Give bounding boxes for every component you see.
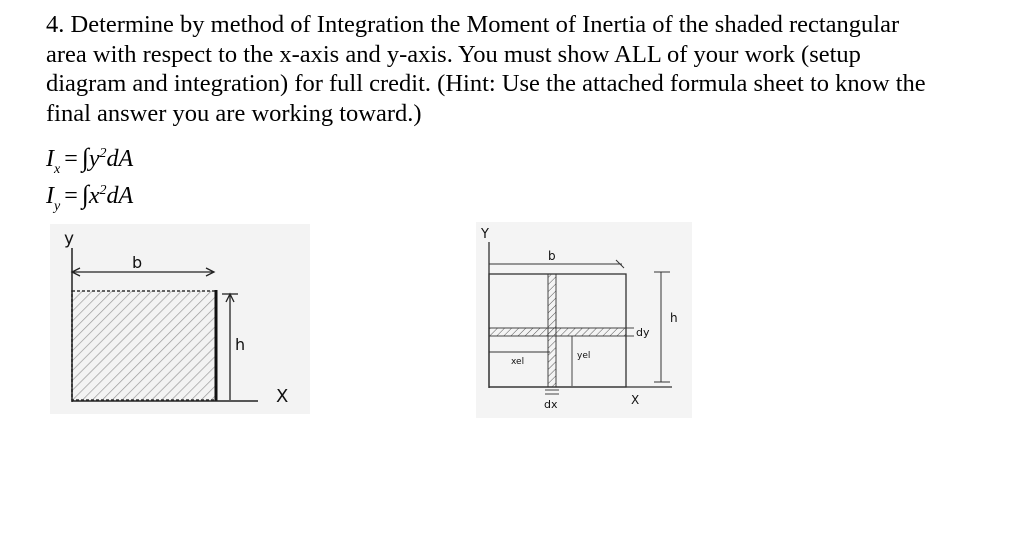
shaded-area	[72, 291, 216, 400]
formula-ix	[46, 143, 134, 177]
b-label: b	[548, 249, 556, 263]
shaded-rectangle-drawing	[50, 224, 310, 414]
formula-ix-symbol: I	[46, 146, 54, 172]
shaded-rectangle-figure	[50, 224, 310, 414]
problem-line-4: final answer you are working toward.)	[46, 99, 422, 127]
formula-iy-symbol: I	[46, 183, 54, 209]
problem-line-1: 4. Determine by method of Integration the Moment of Inertia of the shaded rectangular	[46, 11, 900, 38]
paper-background	[476, 222, 692, 418]
formula-iy-power: 2	[99, 183, 107, 198]
formula-iy	[46, 180, 134, 214]
formula-iy-integral-sign: ∫	[81, 180, 89, 209]
formula-iy-variable: x	[88, 183, 100, 209]
problem-statement	[46, 10, 1006, 128]
formula-iy-subscript: y	[54, 199, 61, 214]
formula-ix-integral-sign: ∫	[81, 143, 89, 172]
problem-line-2: area with respect to the x-axis and y-axis. You must show ALL of your work (setup	[46, 40, 861, 68]
b-label: b	[132, 253, 143, 272]
horizontal-strip-dy	[489, 328, 626, 336]
formula-iy-da: dA	[106, 183, 134, 209]
formula-ix-subscript: x	[54, 162, 61, 177]
problem-line-3: diagram and integration) for full credit. (Hint: Use the attached formula sheet to know the	[46, 70, 926, 97]
xel-label: xel	[511, 357, 525, 367]
integration-setup-figure	[476, 222, 692, 418]
formula-ix-da: dA	[106, 146, 134, 172]
formula-ix-variable: y	[88, 146, 100, 172]
formula-iy-equals: =	[64, 183, 78, 209]
y-axis-label: Y	[481, 227, 489, 242]
integration-setup-drawing	[476, 222, 692, 418]
y-axis-label: y	[64, 229, 75, 249]
x-axis-label: X	[276, 386, 289, 407]
formula-ix-equals: =	[64, 146, 78, 172]
x-axis-label: X	[631, 393, 640, 407]
h-label: h	[670, 311, 678, 325]
formula-ix-power: 2	[99, 146, 107, 161]
yel-label: yel	[577, 351, 591, 361]
dx-label: dx	[544, 398, 558, 411]
dy-label: dy	[636, 326, 650, 339]
vertical-strip-dx	[548, 274, 556, 387]
h-label: h	[235, 335, 246, 354]
